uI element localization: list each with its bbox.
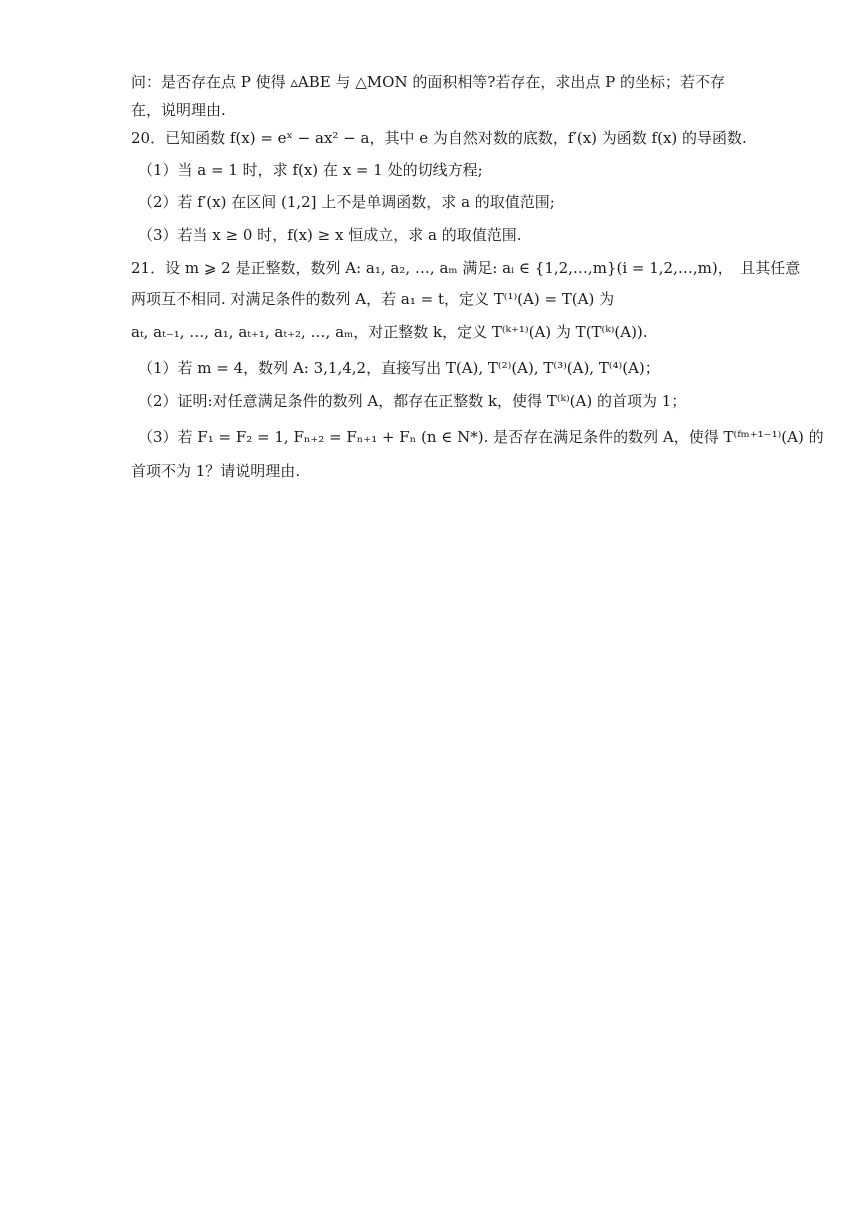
problem-20-part-1: （1）当 a = 1 时，求 f(x) 在 x = 1 处的切线方程; [138, 161, 483, 179]
problem-19-continuation-line-2: 在，说明理由. [131, 101, 226, 119]
problem-20-part-2: （2）若 f′(x) 在区间 (1,2] 上不是单调函数，求 a 的取值范围; [138, 193, 555, 211]
problem-21-statement-line-3: aₜ, aₜ₋₁, …, a₁, aₜ₊₁, aₜ₊₂, …, aₘ，对正整数 k，定义 T⁽ᵏ⁺¹⁾(A) 为 T(T⁽ᵏ⁾(A)). [131, 323, 648, 341]
problem-21-statement-line-1: 21．设 m ⩾ 2 是正整数，数列 A: a₁, a₂, …, aₘ 满足: aᵢ ∈ {1,2,…,m}(i = 1,2,…,m)， 且其任意 [131, 259, 801, 277]
problem-20-part-3: （3）若当 x ≥ 0 时，f(x) ≥ x 恒成立，求 a 的取值范围. [138, 226, 522, 244]
problem-20-statement: 20．已知函数 f(x) = eˣ − ax² − a，其中 e 为自然对数的底数，f′(x) 为函数 f(x) 的导函数. [131, 129, 747, 147]
problem-21-statement-line-2: 两项互不相同. 对满足条件的数列 A，若 a₁ = t，定义 T⁽¹⁾(A) = T(A) 为 [131, 290, 615, 308]
problem-21-part-2: （2）证明:对任意满足条件的数列 A，都存在正整数 k，使得 T⁽ᵏ⁾(A) 的首项为 1； [138, 392, 687, 410]
problem-21-part-3-line-1: （3）若 F₁ = F₂ = 1, Fₙ₊₂ = Fₙ₊₁ + Fₙ (n ∈ N*). 是否存在满足条件的数列 A，使得 T⁽ᶠᵐ⁺¹⁻¹⁾(A) 的 [138, 428, 824, 446]
problem-19-continuation-line-1: 问：是否存在点 P 使得 ▵ABE 与 △MON 的面积相等?若存在，求出点 P 的坐标；若不存 [131, 73, 726, 91]
problem-21-part-3-line-2: 首项不为 1？请说明理由. [131, 462, 301, 480]
problem-21-part-1: （1）若 m = 4，数列 A: 3,1,4,2，直接写出 T(A), T⁽²⁾(A), T⁽³⁾(A), T⁽⁴⁾(A)； [138, 359, 660, 377]
